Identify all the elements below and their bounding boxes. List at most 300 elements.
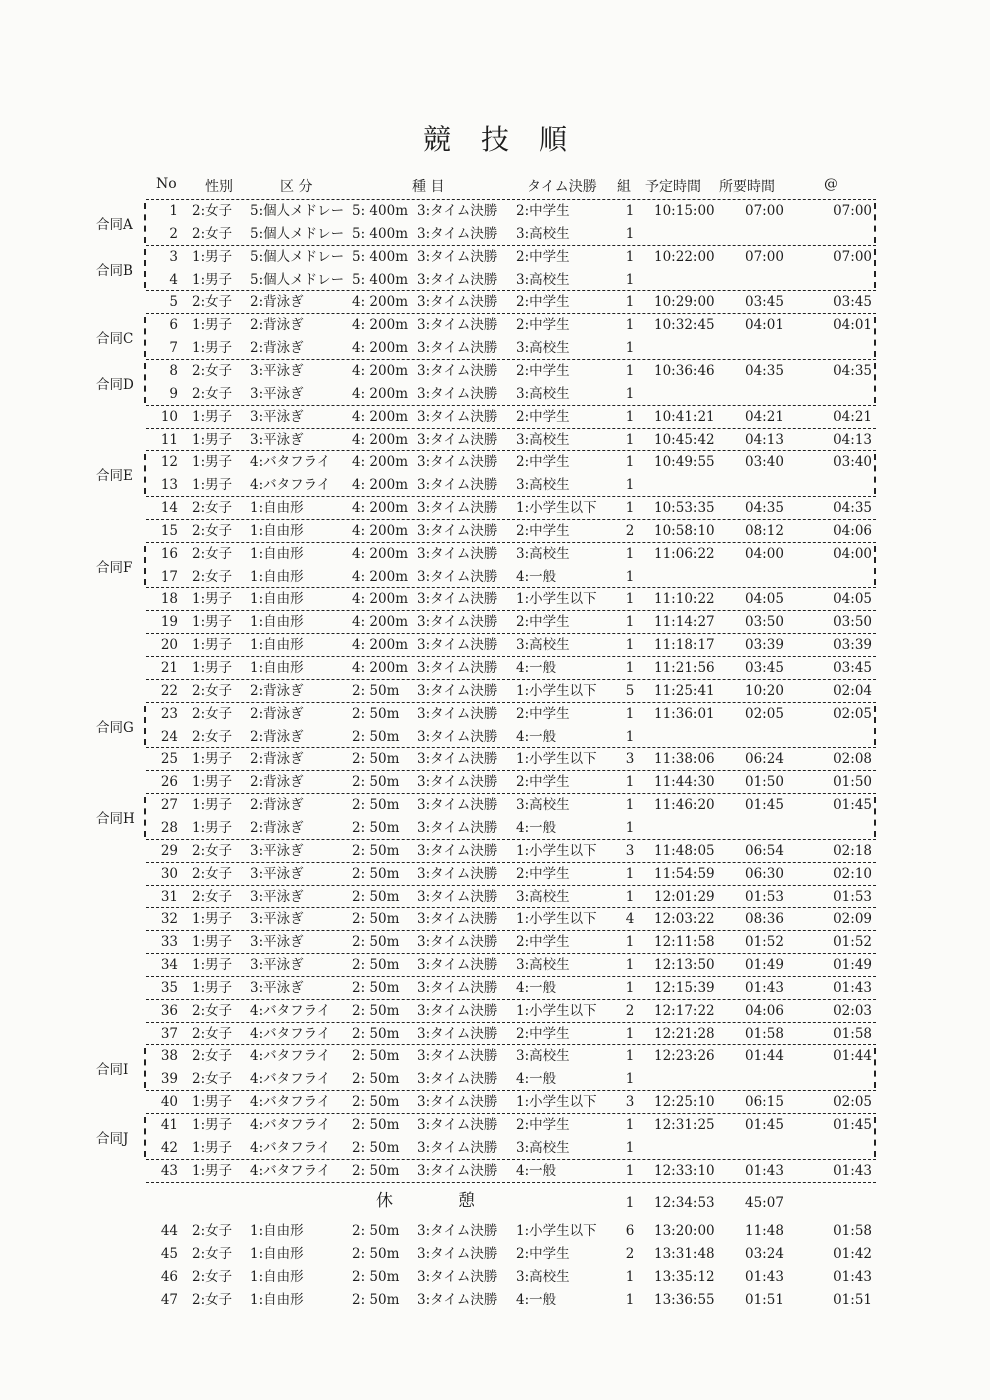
sex-cell: 1:男子 bbox=[192, 979, 233, 996]
event-number-cell: 16 bbox=[160, 545, 178, 562]
heat-count-cell: 1 bbox=[625, 865, 635, 882]
stroke-cell: 4:バタフライ bbox=[250, 1139, 331, 1156]
distance-cell: 4: 200m bbox=[352, 614, 408, 631]
distance-cell: 4: 200m bbox=[352, 408, 408, 425]
event-number-cell: 10 bbox=[160, 408, 178, 425]
sex-cell: 2:女子 bbox=[192, 888, 233, 905]
final-type-cell: 3:タイム決勝 bbox=[417, 865, 498, 882]
sex-cell: 1:男子 bbox=[192, 614, 233, 631]
heat-count-cell: 2 bbox=[625, 1245, 635, 1262]
table-row bbox=[0, 1000, 990, 1023]
row-divider bbox=[146, 976, 876, 977]
sex-cell: 1:男子 bbox=[192, 911, 233, 928]
required-time-cell: 03:24 bbox=[745, 1245, 784, 1262]
heat-count-cell: 1 bbox=[625, 728, 635, 745]
final-type-cell: 3:タイム決勝 bbox=[417, 1002, 498, 1019]
scheduled-time-cell: 10:29:00 bbox=[654, 294, 715, 311]
group-label: 合同B bbox=[96, 262, 133, 279]
table-row bbox=[0, 520, 990, 543]
distance-cell: 4: 200m bbox=[352, 340, 408, 357]
scheduled-time-cell: 13:35:12 bbox=[654, 1268, 715, 1285]
group-label: 合同A bbox=[96, 216, 133, 233]
row-divider bbox=[146, 1022, 876, 1023]
final-type-cell: 3:タイム決勝 bbox=[417, 751, 498, 768]
distance-cell: 4: 200m bbox=[352, 660, 408, 676]
distance-cell: 2: 50m bbox=[352, 1071, 400, 1088]
scheduled-time-cell: 12:11:58 bbox=[654, 934, 715, 951]
stroke-cell: 4:バタフライ bbox=[250, 1048, 331, 1065]
sex-cell: 1:男子 bbox=[192, 1162, 233, 1179]
event-number-cell: 43 bbox=[160, 1162, 178, 1179]
event-number-cell: 5 bbox=[169, 294, 178, 311]
scheduled-time-cell: 11:06:22 bbox=[654, 545, 715, 562]
heat-count-cell: 1 bbox=[625, 1291, 635, 1308]
division-cell: 3:高校生 bbox=[516, 271, 570, 288]
division-cell: 4:一般 bbox=[516, 1291, 557, 1308]
distance-cell: 4: 200m bbox=[352, 294, 408, 311]
distance-cell: 5: 400m bbox=[352, 271, 408, 288]
scheduled-time-cell: 13:31:48 bbox=[654, 1245, 715, 1262]
stroke-cell: 3:平泳ぎ bbox=[250, 865, 304, 882]
break-group: 1 bbox=[625, 1195, 635, 1211]
scheduled-time-cell: 10:53:35 bbox=[654, 500, 715, 517]
sex-cell: 1:男子 bbox=[192, 934, 233, 951]
heat-count-cell: 3 bbox=[625, 1094, 635, 1111]
per-heat-time-cell: 02:10 bbox=[833, 865, 872, 882]
heat-count-cell: 1 bbox=[625, 477, 635, 494]
scheduled-time-cell: 12:03:22 bbox=[654, 911, 715, 928]
table-row bbox=[0, 908, 990, 931]
heat-count-cell: 1 bbox=[625, 1117, 635, 1133]
table-row bbox=[0, 771, 990, 794]
sex-cell: 1:男子 bbox=[192, 591, 233, 608]
scheduled-time-cell: 11:14:27 bbox=[654, 614, 715, 631]
final-type-cell: 3:タイム決勝 bbox=[417, 225, 498, 242]
heat-count-cell: 1 bbox=[625, 591, 635, 608]
per-heat-time-cell: 03:39 bbox=[833, 637, 872, 654]
scheduled-time-cell: 12:01:29 bbox=[654, 888, 715, 905]
row-divider bbox=[146, 610, 876, 611]
event-number-cell: 36 bbox=[160, 1002, 178, 1019]
per-heat-time-cell: 01:51 bbox=[833, 1291, 872, 1308]
distance-cell: 4: 200m bbox=[352, 522, 408, 539]
per-heat-time-cell: 04:01 bbox=[833, 317, 872, 334]
division-cell: 2:中学生 bbox=[516, 1025, 570, 1042]
distance-cell: 2: 50m bbox=[352, 797, 400, 814]
stroke-cell: 2:背泳ぎ bbox=[250, 317, 304, 334]
scheduled-time-cell: 11:54:59 bbox=[654, 865, 715, 882]
distance-cell: 4: 200m bbox=[352, 385, 408, 402]
break-scheduled-time: 12:34:53 bbox=[654, 1195, 715, 1211]
sex-cell: 1:男子 bbox=[192, 1094, 233, 1111]
sex-cell: 1:男子 bbox=[192, 454, 233, 471]
heat-count-cell: 1 bbox=[625, 340, 635, 357]
group-box bbox=[144, 317, 876, 357]
event-number-cell: 46 bbox=[160, 1268, 178, 1285]
event-number-cell: 9 bbox=[169, 385, 178, 402]
required-time-cell: 04:13 bbox=[745, 431, 784, 448]
required-time-cell: 06:15 bbox=[745, 1094, 784, 1111]
division-cell: 3:高校生 bbox=[516, 545, 570, 562]
table-row bbox=[0, 1289, 990, 1312]
event-number-cell: 38 bbox=[160, 1048, 178, 1065]
required-time-cell: 06:24 bbox=[745, 751, 784, 768]
title-char: 順 bbox=[539, 123, 568, 156]
heat-count-cell: 1 bbox=[625, 454, 635, 471]
division-cell: 4:一般 bbox=[516, 819, 557, 836]
required-time-cell: 03:50 bbox=[745, 614, 784, 631]
final-type-cell: 3:タイム決勝 bbox=[417, 340, 498, 357]
per-heat-time-cell: 01:43 bbox=[833, 1268, 872, 1285]
row-divider bbox=[146, 1090, 876, 1091]
distance-cell: 2: 50m bbox=[352, 819, 400, 836]
stroke-cell: 4:バタフライ bbox=[250, 477, 331, 494]
stroke-cell: 2:背泳ぎ bbox=[250, 705, 304, 722]
title-char: 競 bbox=[422, 123, 451, 156]
stroke-cell: 3:平泳ぎ bbox=[250, 888, 304, 905]
sex-cell: 1:男子 bbox=[192, 248, 233, 265]
row-divider bbox=[146, 496, 876, 497]
division-cell: 3:高校生 bbox=[516, 1048, 570, 1065]
event-number-cell: 20 bbox=[160, 637, 178, 654]
division-cell: 2:中学生 bbox=[516, 1245, 570, 1262]
final-type-cell: 3:タイム決勝 bbox=[417, 1094, 498, 1111]
break-label-2: 憩 bbox=[458, 1191, 475, 1211]
row-divider bbox=[146, 1113, 876, 1114]
per-heat-time-cell: 02:09 bbox=[833, 911, 872, 928]
distance-cell: 4: 200m bbox=[352, 591, 408, 608]
required-time-cell: 01:44 bbox=[745, 1048, 784, 1065]
distance-cell: 2: 50m bbox=[352, 728, 400, 745]
final-type-cell: 3:タイム決勝 bbox=[417, 1268, 498, 1285]
distance-cell: 5: 400m bbox=[352, 203, 408, 219]
stroke-cell: 1:自由形 bbox=[250, 660, 304, 676]
stroke-cell: 1:自由形 bbox=[250, 1245, 304, 1262]
row-divider bbox=[146, 542, 876, 543]
title-char: 技 bbox=[480, 123, 509, 156]
sex-cell: 2:女子 bbox=[192, 682, 233, 699]
scheduled-time-cell: 10:15:00 bbox=[654, 203, 715, 219]
required-time-cell: 07:00 bbox=[745, 248, 784, 265]
stroke-cell: 3:平泳ぎ bbox=[250, 431, 304, 448]
stroke-cell: 4:バタフライ bbox=[250, 1002, 331, 1019]
group-box bbox=[144, 363, 876, 403]
event-number-cell: 47 bbox=[160, 1291, 178, 1308]
division-cell: 3:高校生 bbox=[516, 225, 570, 242]
row-divider bbox=[146, 359, 876, 360]
per-heat-time-cell: 01:52 bbox=[833, 934, 872, 951]
required-time-cell: 02:05 bbox=[745, 705, 784, 722]
event-number-cell: 39 bbox=[160, 1071, 178, 1088]
final-type-cell: 3:タイム決勝 bbox=[417, 385, 498, 402]
table-row bbox=[0, 1243, 990, 1266]
per-heat-time-cell: 01:58 bbox=[833, 1025, 872, 1042]
row-divider bbox=[146, 839, 876, 840]
sex-cell: 2:女子 bbox=[192, 1245, 233, 1262]
event-number-cell: 44 bbox=[160, 1223, 178, 1239]
stroke-cell: 2:背泳ぎ bbox=[250, 774, 304, 791]
group-label: 合同I bbox=[96, 1062, 129, 1079]
sex-cell: 2:女子 bbox=[192, 705, 233, 722]
heat-count-cell: 5 bbox=[625, 682, 635, 699]
final-type-cell: 3:タイム決勝 bbox=[417, 568, 498, 585]
stroke-cell: 3:平泳ぎ bbox=[250, 957, 304, 974]
final-type-cell: 3:タイム決勝 bbox=[417, 317, 498, 334]
distance-cell: 2: 50m bbox=[352, 682, 400, 699]
scheduled-time-cell: 11:38:06 bbox=[654, 751, 715, 768]
scheduled-time-cell: 12:23:26 bbox=[654, 1048, 715, 1065]
sex-cell: 1:男子 bbox=[192, 957, 233, 974]
sex-cell: 1:男子 bbox=[192, 408, 233, 425]
per-heat-time-cell: 07:00 bbox=[833, 248, 872, 265]
final-type-cell: 3:タイム決勝 bbox=[417, 1162, 498, 1179]
group-label: 合同G bbox=[96, 719, 134, 736]
required-time-cell: 08:12 bbox=[745, 522, 784, 539]
header-sex: 性別 bbox=[205, 179, 233, 195]
distance-cell: 2: 50m bbox=[352, 1117, 400, 1133]
scheduled-time-cell: 11:36:01 bbox=[654, 705, 715, 722]
event-number-cell: 3 bbox=[169, 248, 178, 265]
heat-count-cell: 1 bbox=[625, 934, 635, 951]
table-row bbox=[0, 657, 990, 680]
division-cell: 3:高校生 bbox=[516, 957, 570, 974]
per-heat-time-cell: 03:40 bbox=[833, 454, 872, 471]
required-time-cell: 01:50 bbox=[745, 774, 784, 791]
sex-cell: 2:女子 bbox=[192, 203, 233, 219]
sex-cell: 2:女子 bbox=[192, 1025, 233, 1042]
group-box bbox=[144, 797, 876, 837]
per-heat-time-cell: 04:00 bbox=[833, 545, 872, 562]
event-number-cell: 23 bbox=[160, 705, 178, 722]
stroke-cell: 2:背泳ぎ bbox=[250, 819, 304, 836]
event-number-cell: 2 bbox=[169, 225, 178, 242]
row-divider bbox=[146, 679, 876, 680]
sex-cell: 2:女子 bbox=[192, 842, 233, 859]
scheduled-time-cell: 11:21:56 bbox=[654, 660, 715, 676]
sex-cell: 2:女子 bbox=[192, 545, 233, 562]
stroke-cell: 4:バタフライ bbox=[250, 454, 331, 471]
stroke-cell: 5:個人メドレー bbox=[250, 203, 345, 219]
stroke-cell: 4:バタフライ bbox=[250, 1162, 331, 1179]
stroke-cell: 5:個人メドレー bbox=[250, 271, 345, 288]
final-type-cell: 3:タイム決勝 bbox=[417, 934, 498, 951]
sex-cell: 2:女子 bbox=[192, 294, 233, 311]
required-time-cell: 04:35 bbox=[745, 362, 784, 379]
distance-cell: 4: 200m bbox=[352, 545, 408, 562]
table-row bbox=[0, 931, 990, 954]
required-time-cell: 04:01 bbox=[745, 317, 784, 334]
heat-count-cell: 1 bbox=[625, 637, 635, 654]
final-type-cell: 3:タイム決勝 bbox=[417, 477, 498, 494]
event-number-cell: 42 bbox=[160, 1139, 178, 1156]
division-cell: 3:高校生 bbox=[516, 888, 570, 905]
required-time-cell: 01:51 bbox=[745, 1291, 784, 1308]
event-number-cell: 22 bbox=[160, 682, 178, 699]
break-required-time: 45:07 bbox=[745, 1195, 784, 1211]
distance-cell: 2: 50m bbox=[352, 1245, 400, 1262]
final-type-cell: 3:タイム決勝 bbox=[417, 1223, 498, 1239]
scheduled-time-cell: 11:48:05 bbox=[654, 842, 715, 859]
final-type-cell: 3:タイム決勝 bbox=[417, 522, 498, 539]
distance-cell: 2: 50m bbox=[352, 1291, 400, 1308]
heat-count-cell: 2 bbox=[625, 1002, 635, 1019]
heat-count-cell: 1 bbox=[625, 500, 635, 517]
sex-cell: 2:女子 bbox=[192, 1071, 233, 1088]
stroke-cell: 1:自由形 bbox=[250, 1268, 304, 1285]
sex-cell: 1:男子 bbox=[192, 819, 233, 836]
heat-count-cell: 1 bbox=[625, 705, 635, 722]
required-time-cell: 07:00 bbox=[745, 203, 784, 219]
event-number-cell: 18 bbox=[160, 591, 178, 608]
scheduled-time-cell: 11:44:30 bbox=[654, 774, 715, 791]
heat-count-cell: 1 bbox=[625, 1139, 635, 1156]
event-number-cell: 4 bbox=[169, 271, 178, 288]
sex-cell: 1:男子 bbox=[192, 797, 233, 814]
event-number-cell: 35 bbox=[160, 979, 178, 996]
division-cell: 2:中学生 bbox=[516, 294, 570, 311]
final-type-cell: 3:タイム決勝 bbox=[417, 1139, 498, 1156]
sex-cell: 1:男子 bbox=[192, 774, 233, 791]
event-number-cell: 29 bbox=[160, 842, 178, 859]
heat-count-cell: 1 bbox=[625, 431, 635, 448]
group-label: 合同C bbox=[96, 331, 134, 348]
table-row bbox=[0, 611, 990, 634]
event-number-cell: 41 bbox=[160, 1117, 178, 1133]
final-type-cell: 3:タイム決勝 bbox=[417, 1071, 498, 1088]
division-cell: 2:中学生 bbox=[516, 408, 570, 425]
scheduled-time-cell: 10:45:42 bbox=[654, 431, 715, 448]
distance-cell: 4: 200m bbox=[352, 637, 408, 654]
division-cell: 3:高校生 bbox=[516, 797, 570, 814]
group-label: 合同D bbox=[96, 376, 134, 393]
distance-cell: 4: 200m bbox=[352, 317, 408, 334]
table-row bbox=[0, 840, 990, 863]
required-time-cell: 01:49 bbox=[745, 957, 784, 974]
sex-cell: 1:男子 bbox=[192, 340, 233, 357]
division-cell: 4:一般 bbox=[516, 568, 557, 585]
sex-cell: 2:女子 bbox=[192, 225, 233, 242]
stroke-cell: 1:自由形 bbox=[250, 591, 304, 608]
scheduled-time-cell: 10:32:45 bbox=[654, 317, 715, 334]
final-type-cell: 3:タイム決勝 bbox=[417, 1025, 498, 1042]
distance-cell: 2: 50m bbox=[352, 1268, 400, 1285]
heat-count-cell: 2 bbox=[625, 522, 635, 539]
required-time-cell: 04:21 bbox=[745, 408, 784, 425]
stroke-cell: 3:平泳ぎ bbox=[250, 979, 304, 996]
event-number-cell: 6 bbox=[169, 317, 178, 334]
per-heat-time-cell: 01:44 bbox=[833, 1048, 872, 1065]
final-type-cell: 3:タイム決勝 bbox=[417, 888, 498, 905]
table-row bbox=[0, 886, 990, 909]
table-row bbox=[0, 977, 990, 1000]
sex-cell: 1:男子 bbox=[192, 751, 233, 768]
heat-count-cell: 1 bbox=[625, 979, 635, 996]
table-row bbox=[0, 954, 990, 977]
sex-cell: 1:男子 bbox=[192, 1117, 233, 1133]
stroke-cell: 3:平泳ぎ bbox=[250, 911, 304, 928]
scheduled-time-cell: 12:33:10 bbox=[654, 1162, 715, 1179]
sex-cell: 2:女子 bbox=[192, 362, 233, 379]
final-type-cell: 3:タイム決勝 bbox=[417, 819, 498, 836]
division-cell: 4:一般 bbox=[516, 1071, 557, 1088]
required-time-cell: 01:52 bbox=[745, 934, 784, 951]
break-row bbox=[0, 1190, 990, 1216]
table-row bbox=[0, 1160, 990, 1183]
final-type-cell: 3:タイム決勝 bbox=[417, 500, 498, 517]
division-cell: 2:中学生 bbox=[516, 774, 570, 791]
final-type-cell: 3:タイム決勝 bbox=[417, 271, 498, 288]
distance-cell: 4: 200m bbox=[352, 568, 408, 585]
event-number-cell: 32 bbox=[160, 911, 178, 928]
final-type-cell: 3:タイム決勝 bbox=[417, 660, 498, 676]
final-type-cell: 3:タイム決勝 bbox=[417, 842, 498, 859]
table-row bbox=[0, 1023, 990, 1046]
heat-count-cell: 4 bbox=[625, 911, 635, 928]
sex-cell: 1:男子 bbox=[192, 637, 233, 654]
division-cell: 4:一般 bbox=[516, 660, 557, 676]
scheduled-time-cell: 11:25:41 bbox=[654, 682, 715, 699]
distance-cell: 2: 50m bbox=[352, 957, 400, 974]
required-time-cell: 03:40 bbox=[745, 454, 784, 471]
distance-cell: 5: 400m bbox=[352, 225, 408, 242]
division-cell: 1:小学生以下 bbox=[516, 591, 597, 608]
row-divider bbox=[146, 747, 876, 748]
distance-cell: 2: 50m bbox=[352, 1094, 400, 1111]
division-cell: 3:高校生 bbox=[516, 431, 570, 448]
final-type-cell: 3:タイム決勝 bbox=[417, 1291, 498, 1308]
scheduled-time-cell: 12:31:25 bbox=[654, 1117, 715, 1133]
heat-count-cell: 1 bbox=[625, 317, 635, 334]
group-box bbox=[144, 203, 876, 243]
distance-cell: 2: 50m bbox=[352, 1139, 400, 1156]
group-label: 合同H bbox=[96, 810, 135, 827]
division-cell: 3:高校生 bbox=[516, 385, 570, 402]
required-time-cell: 10:20 bbox=[745, 682, 784, 699]
division-cell: 1:小学生以下 bbox=[516, 911, 597, 928]
event-number-cell: 21 bbox=[160, 660, 178, 676]
event-number-cell: 33 bbox=[160, 934, 178, 951]
per-heat-time-cell: 03:50 bbox=[833, 614, 872, 631]
stroke-cell: 3:平泳ぎ bbox=[250, 362, 304, 379]
group-label: 合同F bbox=[96, 559, 133, 576]
stroke-cell: 1:自由形 bbox=[250, 1223, 304, 1239]
table-row bbox=[0, 406, 990, 429]
division-cell: 1:小学生以下 bbox=[516, 500, 597, 517]
required-time-cell: 01:45 bbox=[745, 1117, 784, 1133]
scheduled-time-cell: 12:15:39 bbox=[654, 979, 715, 996]
division-cell: 4:一般 bbox=[516, 728, 557, 745]
group-box bbox=[144, 1117, 876, 1157]
distance-cell: 2: 50m bbox=[352, 888, 400, 905]
heat-count-cell: 1 bbox=[625, 385, 635, 402]
sex-cell: 2:女子 bbox=[192, 865, 233, 882]
stroke-cell: 1:自由形 bbox=[250, 568, 304, 585]
row-divider bbox=[146, 702, 876, 703]
distance-cell: 2: 50m bbox=[352, 705, 400, 722]
event-number-cell: 24 bbox=[160, 728, 178, 745]
header-yotei: 予定時間 bbox=[645, 179, 701, 195]
stroke-cell: 1:自由形 bbox=[250, 500, 304, 517]
per-heat-time-cell: 01:43 bbox=[833, 1162, 872, 1179]
row-divider bbox=[146, 953, 876, 954]
required-time-cell: 04:05 bbox=[745, 591, 784, 608]
table-row bbox=[0, 1091, 990, 1114]
group-box bbox=[144, 454, 876, 494]
final-type-cell: 3:タイム決勝 bbox=[417, 979, 498, 996]
stroke-cell: 4:バタフライ bbox=[250, 1117, 331, 1133]
distance-cell: 2: 50m bbox=[352, 842, 400, 859]
heat-count-cell: 1 bbox=[625, 248, 635, 265]
